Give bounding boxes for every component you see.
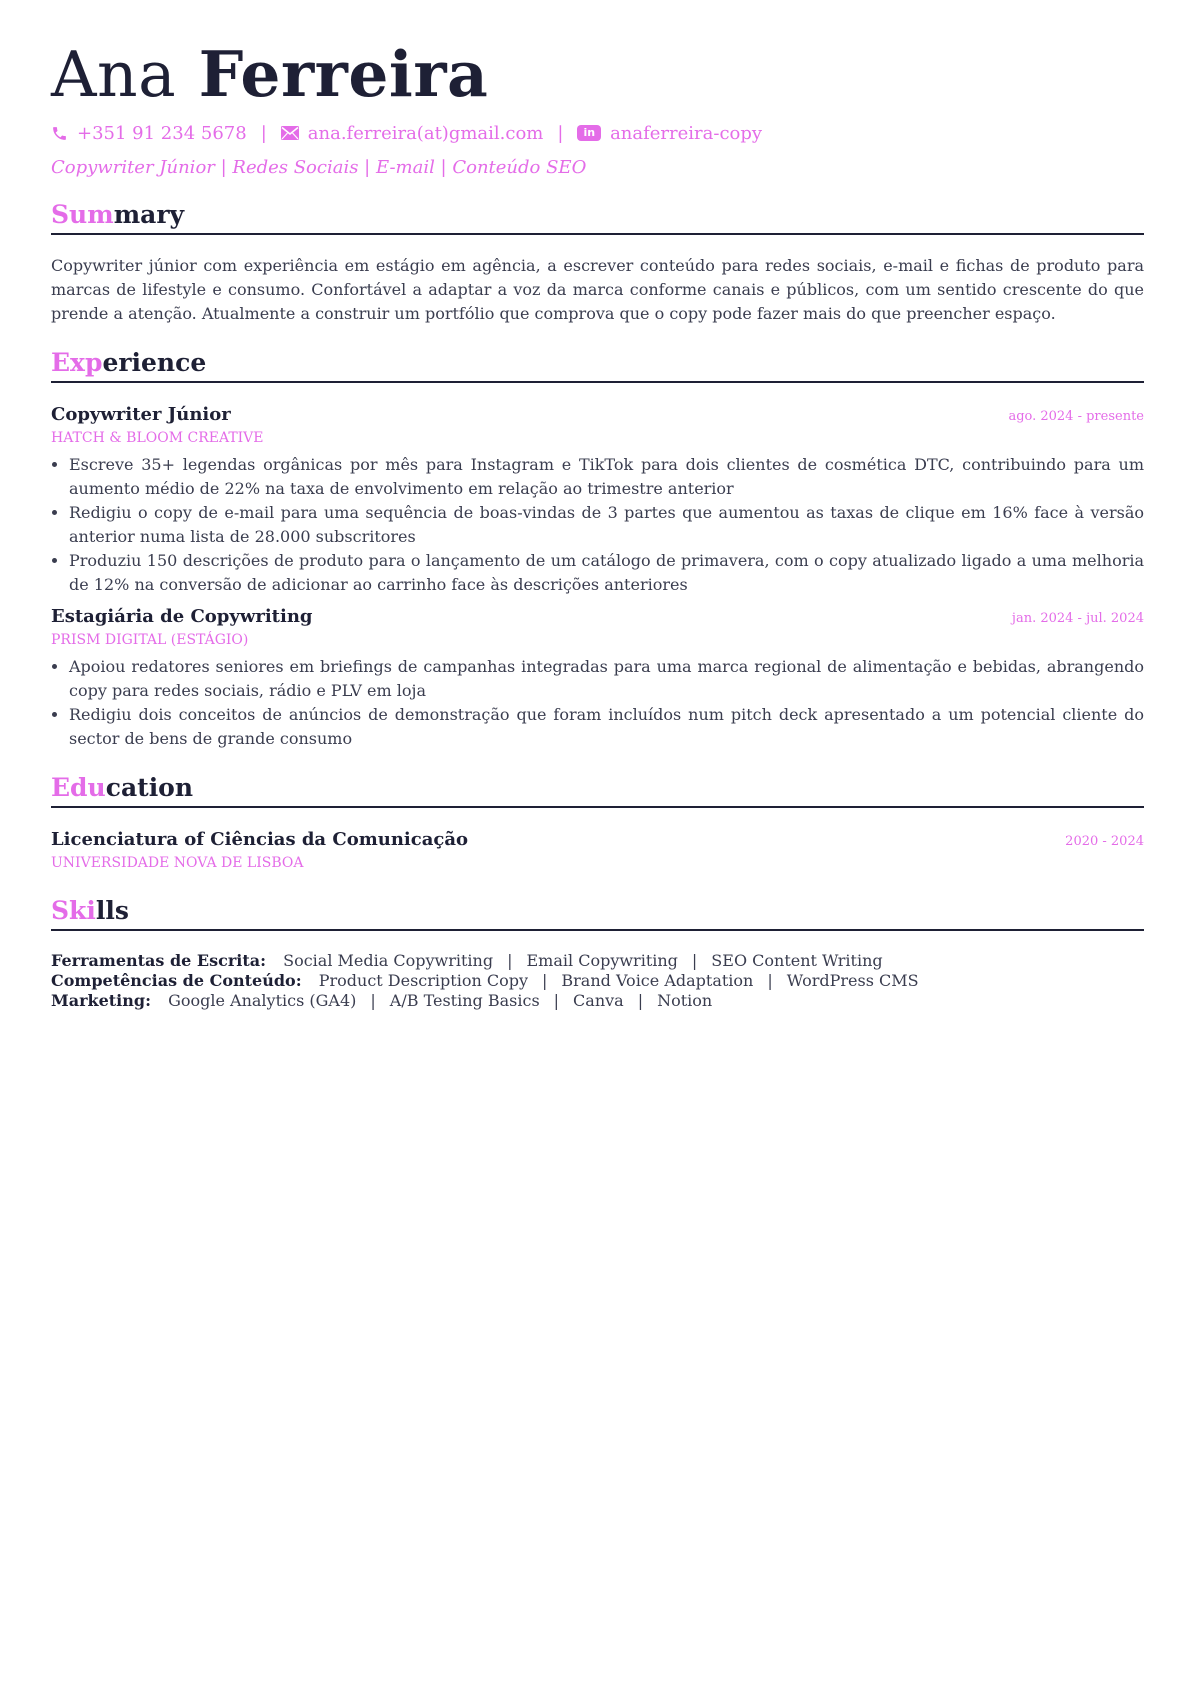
phone-text: +351 91 234 5678 — [77, 122, 247, 144]
education-header — [51, 828, 1144, 852]
phone-icon — [51, 125, 68, 142]
bullet-item: • Produziu 150 descrições de produto para o lançamento de um catálogo de primavera, com o copy atualizado ligado a uma melhoria de 12% na conversão de adicionar ao carrinho face às descrições anteriores — [69, 549, 1144, 597]
section-title-skills — [51, 894, 1144, 931]
skill-separator: | — [637, 991, 644, 1010]
skill-row — [51, 951, 1144, 971]
job-company: HATCH & BLOOM CREATIVE — [51, 430, 264, 446]
job-company: PRISM DIGITAL (ESTÁGIO) — [51, 632, 249, 648]
job-role: Copywriter Júnior — [51, 404, 231, 425]
skill-item: Google Analytics (GA4) — [168, 991, 357, 1010]
skill-separator: | — [553, 991, 560, 1010]
last-name: Ferreira — [198, 37, 489, 111]
title-rest: cation — [105, 773, 194, 802]
education-entry — [51, 828, 1144, 874]
skill-separator: | — [542, 971, 548, 990]
job-bullets — [51, 453, 1144, 597]
section-title-summary — [51, 198, 1144, 235]
skill-separator: | — [370, 991, 376, 1010]
title-highlight: Sum — [51, 200, 114, 229]
skill-separator: | — [691, 951, 698, 970]
skill-item: Social Media Copywriting — [283, 951, 494, 970]
job-header — [51, 605, 1144, 629]
contact-bar — [51, 119, 1144, 147]
degree: Licenciatura of Ciências da Comunicação — [51, 829, 469, 850]
bullet-item: • Redigiu o copy de e-mail para uma sequência de boas-vindas de 3 partes que aumentou as taxas de clique em 16% face à versão anterior numa lista de 28.000 subscritores — [69, 501, 1144, 549]
contact-phone[interactable] — [51, 123, 247, 144]
skill-item: Product Description Copy — [318, 971, 528, 990]
job-role: Estagiária de Copywriting — [51, 606, 313, 627]
title-highlight: Exp — [51, 348, 103, 377]
bullet-item: • Apoiou redatores seniores em briefings de campanhas integradas para uma marca regional de alimentação e bebidas, abrangendo copy para redes sociais, rádio e PLV em loja — [69, 655, 1144, 703]
job-entry — [51, 605, 1144, 751]
contact-separator: | — [557, 122, 564, 144]
skill-label: Competências de Conteúdo: — [51, 971, 302, 990]
email-text: ana.ferreira(at)gmail.com — [307, 122, 544, 144]
bullet-item: • Redigiu dois conceitos de anúncios de demonstração que foram incluídos num pitch deck apresentado a um potencial cliente do sector de bens de grande consumo — [69, 703, 1144, 751]
title-highlight: Edu — [51, 773, 106, 802]
tagline: Copywriter Júnior | Redes Sociais | E-mail | Conteúdo SEO — [51, 157, 587, 178]
linkedin-text: anaferreira-copy — [610, 122, 763, 144]
summary-text: Copywriter júnior com experiência em estágio em agência, a escrever conteúdo para redes sociais, e-mail e fichas de produto para marcas de lifestyle e consumo. Confortável a adaptar a voz da marca conforme canais e públicos, com um sentido crescente do que prende a atenção. Atualmente a construir um portfólio que comprova que o copy pode fazer mais do que preencher espaço. — [51, 256, 1144, 323]
experience-section — [51, 346, 1144, 751]
first-name: Ana — [51, 38, 177, 111]
job-bullets — [51, 655, 1144, 751]
summary-section — [51, 198, 1144, 326]
skill-row — [51, 991, 1144, 1011]
skills-list — [51, 951, 1144, 1011]
skill-item: SEO Content Writing — [711, 951, 883, 970]
school: UNIVERSIDADE NOVA DE LISBOA — [51, 855, 304, 871]
job-entry — [51, 403, 1144, 597]
skill-item: Brand Voice Adaptation — [561, 971, 754, 990]
skill-row — [51, 971, 1144, 991]
education-dates: 2020 - 2024 — [1065, 834, 1144, 849]
title-rest: mary — [113, 200, 185, 229]
job-dates: jan. 2024 - jul. 2024 — [1011, 611, 1144, 626]
skill-item: Notion — [657, 991, 713, 1010]
title-rest: lls — [95, 896, 129, 925]
skill-separator: | — [767, 971, 773, 990]
contact-linkedin[interactable] — [577, 123, 762, 144]
skills-section — [51, 894, 1144, 1011]
contact-separator: | — [260, 122, 267, 144]
section-title-education — [51, 771, 1144, 808]
linkedin-badge: in — [577, 125, 601, 141]
section-title-experience — [51, 346, 1144, 383]
skill-item: Canva — [573, 991, 624, 1010]
contact-email[interactable] — [281, 123, 544, 144]
skill-label: Ferramentas de Escrita: — [51, 951, 267, 970]
skill-item: Email Copywriting — [526, 951, 678, 970]
envelope-icon — [281, 126, 299, 140]
title-highlight: Ski — [51, 896, 96, 925]
job-header — [51, 403, 1144, 427]
skill-item: WordPress CMS — [786, 971, 919, 990]
title-rest: erience — [102, 348, 207, 377]
skill-label: Marketing: — [51, 991, 151, 1010]
job-dates: ago. 2024 - presente — [1008, 409, 1144, 424]
skill-separator: | — [507, 951, 513, 970]
linkedin-icon — [577, 125, 601, 141]
candidate-name — [51, 36, 1144, 113]
skill-item: A/B Testing Basics — [389, 991, 540, 1010]
bullet-item: • Escreve 35+ legendas orgânicas por mês para Instagram e TikTok para dois clientes de cosmética DTC, contribuindo para um aumento médio de 22% na taxa de envolvimento em relação ao trimestre anterior — [69, 453, 1144, 501]
education-section — [51, 771, 1144, 874]
